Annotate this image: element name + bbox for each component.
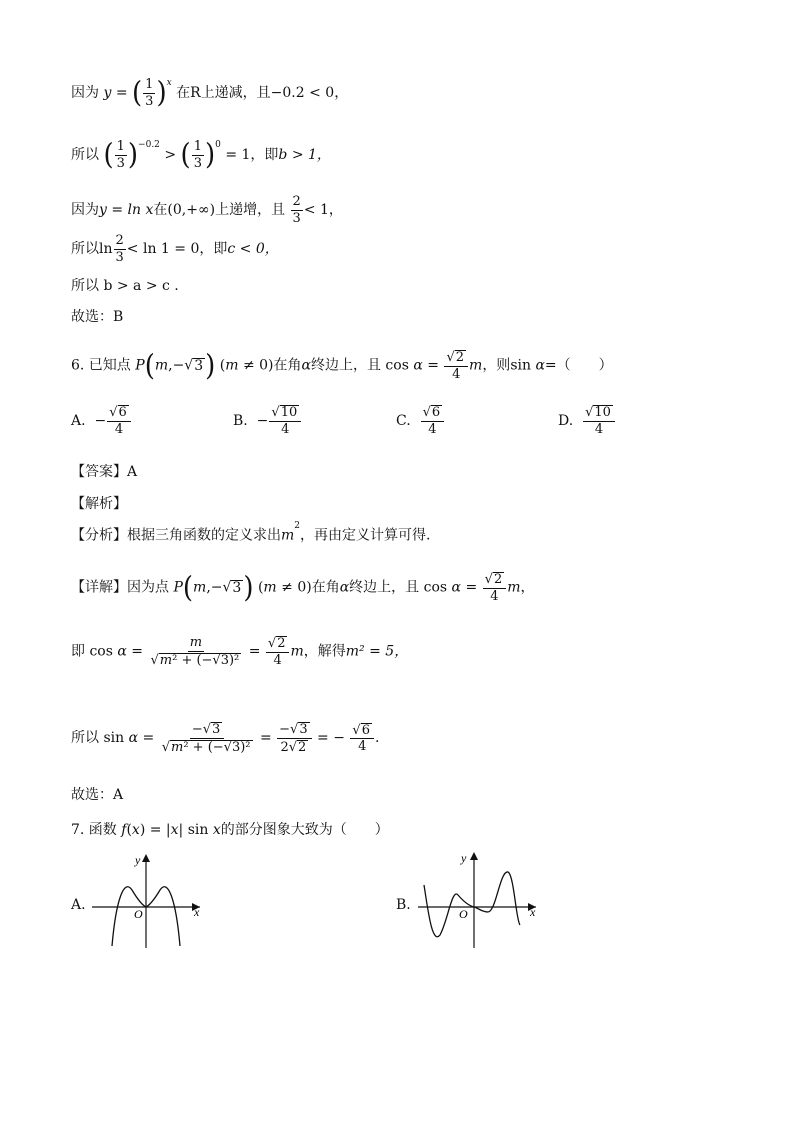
text: 【分析】根据三角函数的定义求出	[71, 527, 281, 544]
text: m² = 5，	[345, 643, 409, 660]
text: 所以	[71, 730, 99, 747]
text: 因为	[71, 85, 99, 102]
fraction: $\frac{√6}{4}$	[350, 723, 374, 754]
text: = 1，即	[225, 147, 279, 164]
text: 终边上，且	[349, 579, 420, 596]
option-c[interactable]	[396, 405, 445, 436]
text: 在角	[311, 579, 340, 596]
line-2: 所以 ( $\frac{1}{3}$ )$^{-0.2}$ > ( $\frac{1}{3}$ )$^0$ = 1，即b > 1，	[71, 138, 331, 172]
option-label: B.	[233, 412, 248, 429]
text: 所以	[71, 147, 99, 164]
option-b[interactable]: B. − $\frac{√10}{4}$	[233, 405, 302, 436]
fraction: $\frac{√10}{4}$	[269, 405, 301, 436]
fraction: $\frac{1}{3}$	[145, 77, 154, 109]
option-d[interactable]	[558, 405, 616, 436]
text: 即	[71, 643, 85, 660]
option-label: D.	[558, 412, 574, 429]
svg-text:O: O	[459, 907, 468, 921]
text: ，	[520, 579, 535, 596]
text: y = ln x	[99, 202, 154, 219]
text: b > 1，	[278, 147, 331, 164]
line-5: 所以 b > a > c .	[71, 278, 179, 294]
graph-a[interactable]	[90, 850, 210, 950]
text: ，解得	[303, 643, 346, 660]
fraction: $\frac{√6}{4}$	[421, 405, 445, 436]
line-1: 因为 y = ( $\frac{1}{3}$ )$^x$ 在R上递减，且−0.2 < 0，	[71, 76, 349, 110]
fraction: $\frac{-√3}{2√2}$	[277, 722, 311, 754]
graph-b[interactable]	[416, 850, 546, 950]
choose: 故选：A	[71, 787, 124, 803]
fraction: $\frac{1}{3}$	[193, 139, 202, 171]
fraction: $\frac{m}{\text{√m² + (−√3)²}}$	[150, 635, 240, 668]
option-label: C.	[396, 412, 411, 429]
fraction: $\frac{√2}{4}$	[444, 350, 468, 381]
text: 终边上，且	[310, 357, 381, 374]
text: 因为	[71, 202, 99, 219]
text: −0.2 < 0，	[270, 85, 349, 102]
answer: 【答案】A	[71, 464, 138, 480]
fraction: $\frac{2}{3}$	[292, 194, 301, 226]
fraction: $\frac{1}{3}$	[116, 139, 125, 171]
fraction: $\frac{√2}{4}$	[483, 572, 507, 603]
detail: 【详解】因为点 P(m,−√3) (m ≠ 0)在角α终边上，且 cos α = $\frac{√2}{4}$ m，	[71, 571, 535, 605]
svg-text:y: y	[461, 851, 467, 865]
q7-stem: 7. 函数 f(x) = |x| sin x的部分图象大致为（ ）	[71, 822, 389, 838]
text: < ln 1 = 0，即	[126, 241, 228, 258]
q7-option-b-label[interactable]: B.	[396, 897, 411, 913]
text: 【详解】因为点	[71, 579, 169, 596]
text: =（ ）	[544, 357, 613, 374]
equation-1: 即 cos α = $\frac{m}{\text{√m² + (−√3)²}}$ = $\frac{√2}{4}$ m，解得m² = 5，	[71, 635, 409, 668]
q7-option-a-label[interactable]: A.	[71, 897, 86, 913]
text: ，则	[482, 357, 511, 374]
q6-stem: 6. 已知点 P(m,−√3) (m ≠ 0)在角α终边上，且 cos α = $\frac{√2}{4}$ m，则sin α=（ ）	[71, 349, 613, 383]
svg-text:x: x	[530, 905, 536, 919]
analysis: 【分析】根据三角函数的定义求出$m^2$，再由定义计算可得.	[71, 521, 431, 544]
math: y =	[103, 85, 128, 102]
line-3	[71, 195, 343, 225]
fraction: $\frac{√6}{4}$	[107, 405, 131, 436]
option-label: A.	[71, 412, 86, 429]
math: (	[132, 76, 143, 110]
line-4	[71, 234, 279, 264]
text: 在R上递减，且	[176, 85, 271, 102]
fraction: $\frac{√2}{4}$	[266, 636, 290, 667]
text: 的部分图象大致为（ ）	[220, 822, 389, 838]
text: 所以ln	[71, 241, 113, 258]
equation-2: 所以 sin α = $\frac{-√3}{\text{√m² + (−√3)²}}$ = $\frac{-√3}{2√2}$ = − $\frac{√6}{4}$ .	[71, 722, 380, 755]
text: < 1，	[303, 202, 343, 219]
text: 在角	[273, 357, 302, 374]
text: 在(0,+∞)上递增，且	[153, 202, 286, 219]
text: ，再由定义计算可得.	[300, 527, 431, 544]
text: .	[375, 730, 380, 747]
line-6: 故选：B	[71, 309, 124, 325]
option-a[interactable]: A. − $\frac{√6}{4}$	[71, 405, 132, 436]
fraction: $\frac{-√3}{\text{√m² + (−√3)²}}$	[161, 722, 251, 755]
analysis-head: 【解析】	[71, 496, 127, 512]
math: )	[156, 76, 167, 110]
svg-text:x: x	[194, 905, 200, 919]
svg-text:O: O	[134, 907, 143, 921]
svg-text:y: y	[135, 853, 141, 867]
fraction: $\frac{2}{3}$	[115, 233, 124, 265]
text: c < 0，	[227, 241, 279, 258]
text: 7. 函数	[71, 822, 117, 838]
fraction: $\frac{√10}{4}$	[583, 405, 615, 436]
text: 6. 已知点	[71, 357, 131, 374]
